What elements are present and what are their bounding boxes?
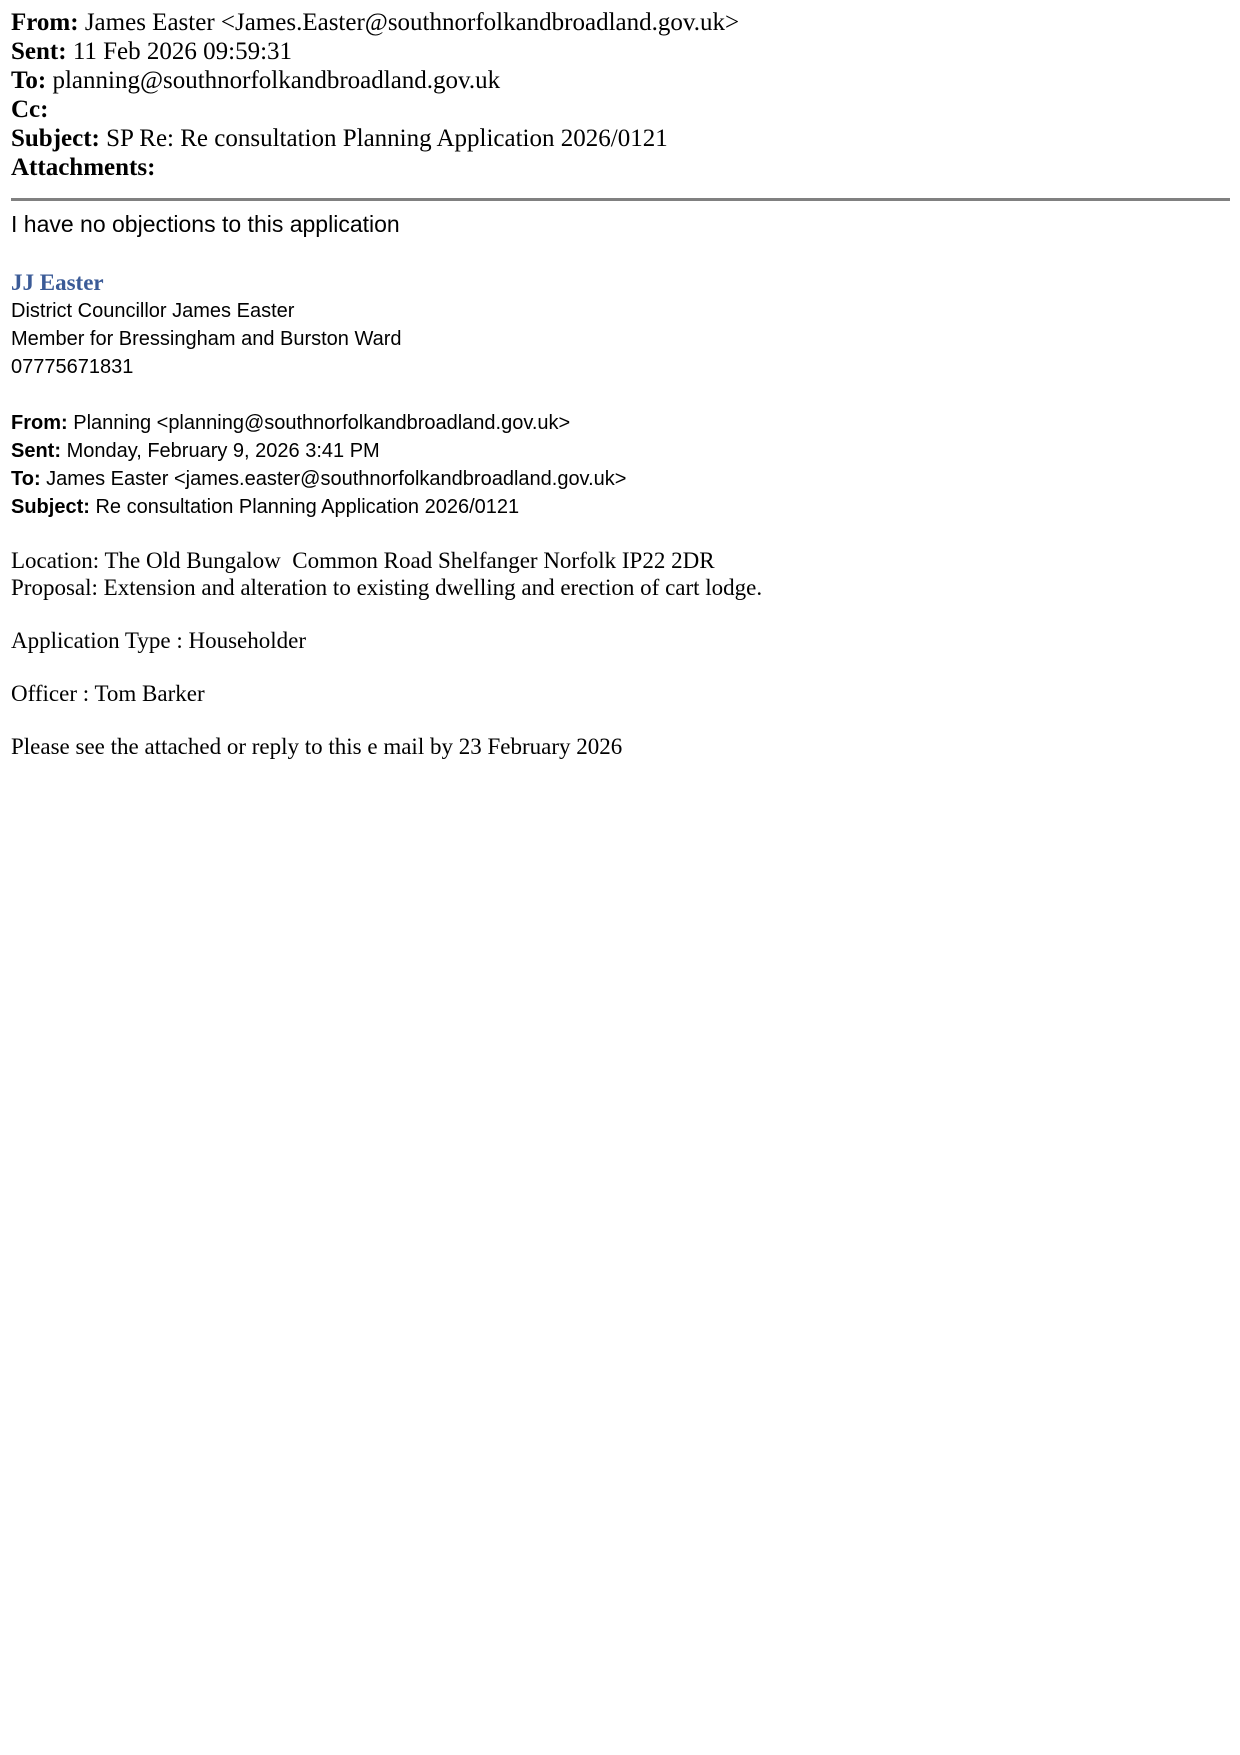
fwd-subject-label: Subject: bbox=[11, 496, 90, 518]
attachments-label: Attachments: bbox=[11, 154, 156, 181]
to-value: planning@southnorfolkandbroadland.gov.uk bbox=[52, 67, 501, 94]
application-type-line: Application Type : Householder bbox=[11, 628, 306, 653]
subject-label: Subject: bbox=[11, 125, 100, 152]
cc-label: Cc: bbox=[11, 96, 49, 123]
fwd-from-value: Planning <planning@southnorfolkandbroadland.gov.uk> bbox=[73, 412, 571, 434]
header-from-row bbox=[11, 8, 1231, 37]
email-document bbox=[11, 8, 1231, 760]
sent-label: Sent: bbox=[11, 38, 67, 65]
signature-ward: Member for Bressingham and Burston Ward bbox=[11, 328, 402, 350]
header-subject-row bbox=[11, 124, 1231, 153]
from-label: From: bbox=[11, 9, 79, 36]
officer-line: Officer : Tom Barker bbox=[11, 681, 205, 706]
application-details bbox=[11, 547, 1231, 760]
fwd-from-label: From: bbox=[11, 412, 68, 434]
header-divider bbox=[11, 198, 1230, 201]
header-to-row bbox=[11, 66, 1231, 95]
location-line: Location: The Old Bungalow Common Road Shelfanger Norfolk IP22 2DR bbox=[11, 548, 715, 573]
signature-name: JJ Easter bbox=[11, 270, 104, 295]
header-sent-row bbox=[11, 37, 1231, 66]
header-attachments-row bbox=[11, 153, 1231, 182]
fwd-sent-label: Sent: bbox=[11, 440, 61, 462]
proposal-line: Proposal: Extension and alteration to existing dwelling and erection of cart lodge. bbox=[11, 575, 763, 600]
fwd-from-row bbox=[11, 409, 1231, 437]
fwd-subject-row bbox=[11, 493, 1231, 521]
header-cc-row bbox=[11, 95, 1231, 124]
sent-value: 11 Feb 2026 09:59:31 bbox=[72, 38, 293, 65]
from-value: James Easter <James.Easter@southnorfolkandbroadland.gov.uk> bbox=[84, 9, 740, 36]
to-label: To: bbox=[11, 67, 47, 94]
signature-title: District Councillor James Easter bbox=[11, 300, 295, 322]
fwd-to-row bbox=[11, 465, 1231, 493]
fwd-to-label: To: bbox=[11, 468, 41, 490]
forwarded-header bbox=[11, 409, 1231, 521]
fwd-sent-value: Monday, February 9, 2026 3:41 PM bbox=[66, 440, 380, 462]
fwd-sent-row bbox=[11, 437, 1231, 465]
fwd-subject-value: Re consultation Planning Application 2026/0121 bbox=[95, 496, 520, 518]
subject-value: SP Re: Re consultation Planning Application 2026/0121 bbox=[106, 125, 668, 152]
fwd-to-value: James Easter <james.easter@southnorfolkandbroadland.gov.uk> bbox=[46, 468, 627, 490]
message-body: I have no objections to this application bbox=[11, 211, 400, 237]
email-header bbox=[11, 8, 1231, 182]
reply-note-line: Please see the attached or reply to this e mail by 23 February 2026 bbox=[11, 734, 623, 759]
signature-phone: 07775671831 bbox=[11, 356, 134, 378]
